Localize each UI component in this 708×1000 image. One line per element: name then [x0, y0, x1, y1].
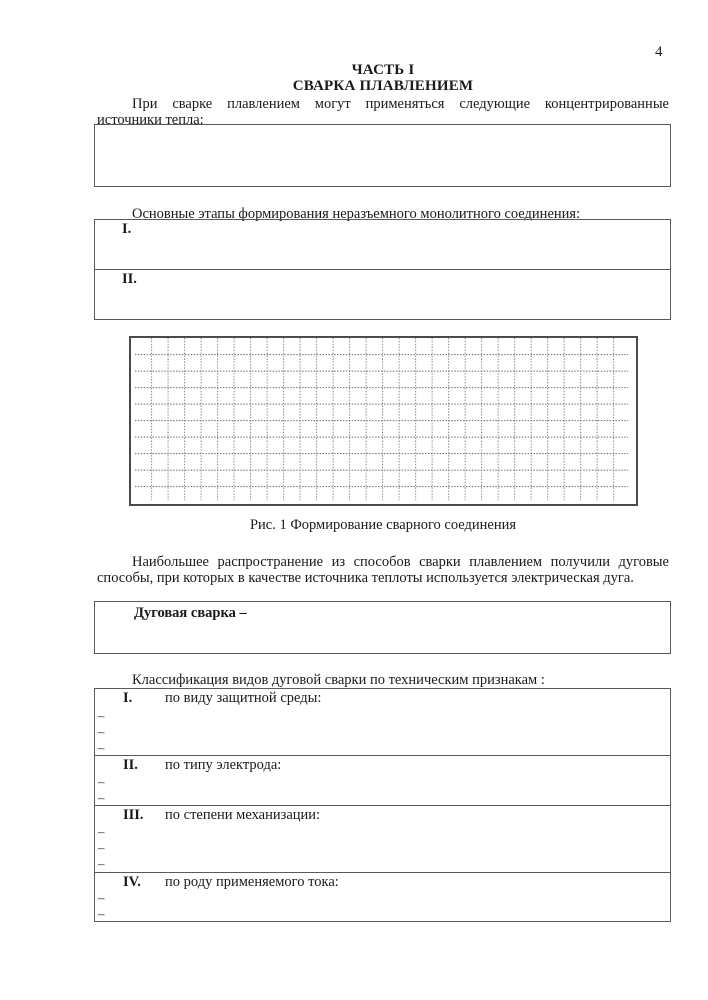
answer-dash: – [98, 708, 105, 723]
intro-line-2: источники тепла: [97, 112, 204, 128]
classification-group[interactable] [95, 689, 670, 756]
stages-answer-box [94, 219, 671, 320]
section-title: СВАРКА ПЛАВЛЕНИЕМ [292, 78, 474, 94]
drawing-grid[interactable] [129, 336, 638, 506]
group-label: по роду применяемого тока: [165, 874, 339, 890]
group-label: по виду защитной среды: [165, 690, 322, 706]
part-title: ЧАСТЬ I [351, 62, 415, 78]
answer-dash: – [98, 906, 105, 921]
classification-group[interactable] [95, 806, 670, 873]
definition-term: Дуговая сварка – [134, 605, 247, 621]
group-number: III. [123, 807, 144, 823]
page-number: 4 [655, 44, 663, 60]
arc-line-2: способы, при которых в качестве источника теплоты используется электрическая дуга. [97, 570, 634, 586]
stages-caption: Основные этапы формирования неразъемного монолитного соединения: [132, 206, 581, 222]
arc-line-1: Наибольшее распространение из способов сварки плавлением получили дуговые [132, 554, 669, 570]
classification-caption: Классификация видов дуговой сварки по техническим признакам : [132, 672, 545, 688]
definition-answer-box[interactable] [94, 601, 671, 654]
answer-dash: – [98, 840, 105, 855]
stage-row[interactable] [95, 270, 670, 320]
figure-caption: Рис. 1 Формирование сварного соединения [249, 517, 517, 533]
group-label: по степени механизации: [165, 807, 321, 823]
answer-dash: – [98, 740, 105, 755]
stage-number: I. [122, 221, 132, 237]
stage-row[interactable] [95, 220, 670, 270]
classification-group[interactable] [95, 873, 670, 923]
classification-group[interactable] [95, 756, 670, 806]
group-label: по типу электрода: [165, 757, 282, 773]
answer-dash: – [98, 774, 105, 789]
answer-dash: – [98, 824, 105, 839]
classification-table [94, 688, 671, 922]
stage-number: II. [122, 271, 137, 287]
answer-dash: – [98, 856, 105, 871]
arc-paragraph [97, 554, 669, 586]
group-number: I. [123, 690, 133, 706]
group-number: II. [123, 757, 138, 773]
answer-dash: – [98, 790, 105, 805]
group-number: IV. [123, 874, 141, 890]
intro-line-1: При сварке плавлением могут применяться следующие концентрированные [132, 96, 669, 112]
heat-sources-answer-box[interactable] [94, 124, 671, 187]
answer-dash: – [98, 890, 105, 905]
answer-dash: – [98, 724, 105, 739]
